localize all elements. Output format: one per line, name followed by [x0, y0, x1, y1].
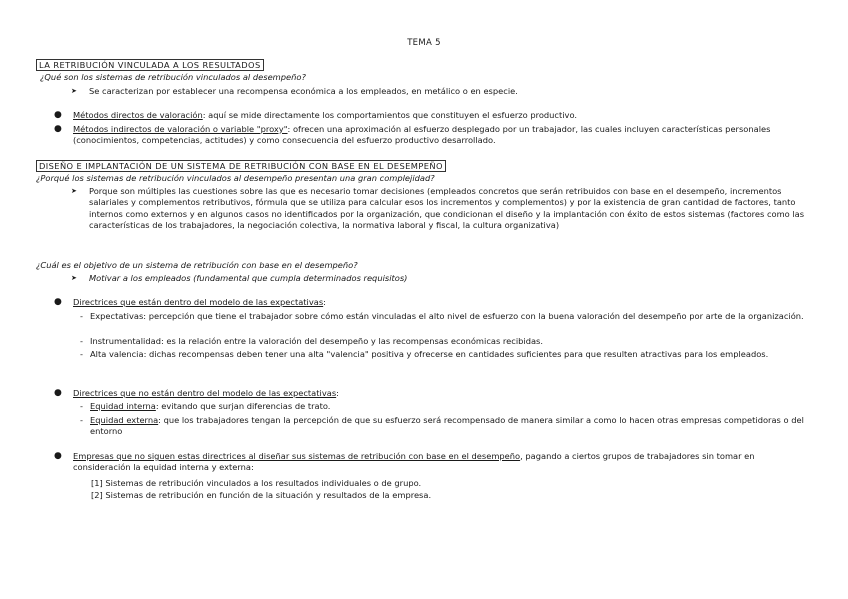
list-item	[80, 349, 808, 360]
group-1-title: Directrices que están dentro del modelo de las expectativas	[73, 297, 324, 307]
list-item-term: Equidad interna	[90, 401, 156, 411]
list-item-text: Expectativas: percepción que tiene el trabajador sobre cómo están vinculadas el alto nivel de esfuerzo con la buena valoración del desempeño por arte de la organización.	[90, 311, 804, 321]
arrow-bullet-icon: ➤	[71, 274, 77, 282]
list-item: [2] Sistemas de retribución en función de la situación y resultados de la empresa.	[91, 490, 432, 500]
arrow-bullet-icon: ➤	[71, 187, 77, 195]
answer-3	[71, 273, 811, 284]
bullet-term: Métodos directos de valoración	[73, 110, 203, 120]
section-heading-1	[36, 59, 264, 71]
group-1-suffix: :	[323, 297, 326, 307]
list-item	[54, 110, 814, 121]
bullet-term: Métodos indirectos de valoración o variable "proxy"	[73, 124, 288, 134]
list-item-text: : que los trabajadores tengan la percepción de que su esfuerzo será recompensado de manera similar a como lo hacen otras empresas competidoras o del entorno	[90, 415, 804, 437]
group-1-heading	[54, 297, 814, 308]
group-3-title: Empresas que no siguen estas directrices al diseñar sus sistemas de retribución con base en el desempeño	[73, 451, 521, 461]
dash-bullet: -	[80, 415, 83, 425]
group-3-heading	[54, 451, 814, 474]
round-bullet-icon: ●	[54, 451, 62, 461]
list-item	[80, 401, 808, 412]
round-bullet-icon: ●	[54, 297, 62, 307]
group-3-text: , pagando a ciertos grupos de trabajadores sin tomar en consideración la equidad interna y externa:	[73, 451, 755, 473]
list-item	[80, 311, 808, 322]
group-2-title: Directrices que no están dentro del modelo de las expectativas	[73, 388, 337, 398]
answer-2	[71, 186, 811, 232]
section-heading-2-text: DISEÑO E IMPLANTACIÓN DE UN SISTEMA DE RETRIBUCIÓN CON BASE EN EL DESEMPEÑO	[36, 160, 446, 172]
question-3: ¿Cuál es el objetivo de un sistema de retribución con base en el desempeño?	[36, 260, 358, 270]
list-item	[80, 336, 808, 347]
answer-2-text: Porque son múltiples las cuestiones sobre las que es necesario tomar decisiones (empleados concretos que serán retribuidos con base en el desempeño, incrementos salariales y complementos retributivos, fórmula que se utiliza para calcular esos los incrementos y complementos) y por la existencia de gran cantidad de factores, tanto internos como externos y en algunos casos no identificados por la organización, que condicionan el diseño y la implantación con éxito de estos sistemas (factores como las características de los trabajadores, la negociación colectiva, la normativa laboral y fiscal, la cultura organizativa)	[89, 186, 805, 231]
answer-3-text: Motivar a los empleados (fundamental que cumpla determinados requisitos)	[89, 273, 408, 283]
arrow-bullet-icon: ➤	[71, 87, 77, 95]
dash-bullet: -	[80, 336, 83, 346]
round-bullet-icon: ●	[54, 110, 62, 120]
section-heading-2	[36, 160, 446, 172]
round-bullet-icon: ●	[54, 124, 62, 134]
list-item	[54, 124, 809, 147]
question-1: ¿Qué son los sistemas de retribución vinculados al desempeño?	[40, 72, 306, 82]
question-2: ¿Porqué los sistemas de retribución vinculados al desempeño presentan una gran complejidad?	[36, 173, 435, 183]
list-item-text: Instrumentalidad: es la relación entre la valoración del desempeño y las recompensas económicas recibidas.	[90, 336, 544, 346]
section-heading-1-text: LA RETRIBUCIÓN VINCULADA A LOS RESULTADOS	[36, 59, 264, 71]
bullet-text: : ofrecen una aproximación al esfuerzo desplegado por un trabajador, las cuales incluyen características personales (conocimientos, competencias, actitudes) y como consecuencia del esfuerzo productivo desarrollado.	[73, 124, 771, 146]
list-item: [1] Sistemas de retribución vinculados a los resultados individuales o de grupo.	[91, 478, 422, 488]
dash-bullet: -	[80, 311, 83, 321]
group-2-heading	[54, 388, 814, 399]
list-item-term: Equidad externa	[90, 415, 159, 425]
bullet-text: : aquí se mide directamente los comportamientos que constituyen el esfuerzo productivo.	[202, 110, 578, 120]
answer-1-text: Se caracterizan por establecer una recompensa económica a los empleados, en metálico o en especie.	[89, 86, 518, 96]
group-2-suffix: :	[336, 388, 339, 398]
page-title: TEMA 5	[407, 38, 441, 48]
list-item	[80, 415, 808, 438]
list-item-text: : evitando que surjan diferencias de trato.	[155, 401, 331, 411]
list-item-text: Alta valencia: dichas recompensas deben tener una alta "valencia" positiva y ofrecerse en cantidades suficientes para que resulten atractivas para los empleados.	[90, 349, 769, 359]
answer-1	[71, 86, 811, 97]
dash-bullet: -	[80, 349, 83, 359]
dash-bullet: -	[80, 401, 83, 411]
round-bullet-icon: ●	[54, 388, 62, 398]
